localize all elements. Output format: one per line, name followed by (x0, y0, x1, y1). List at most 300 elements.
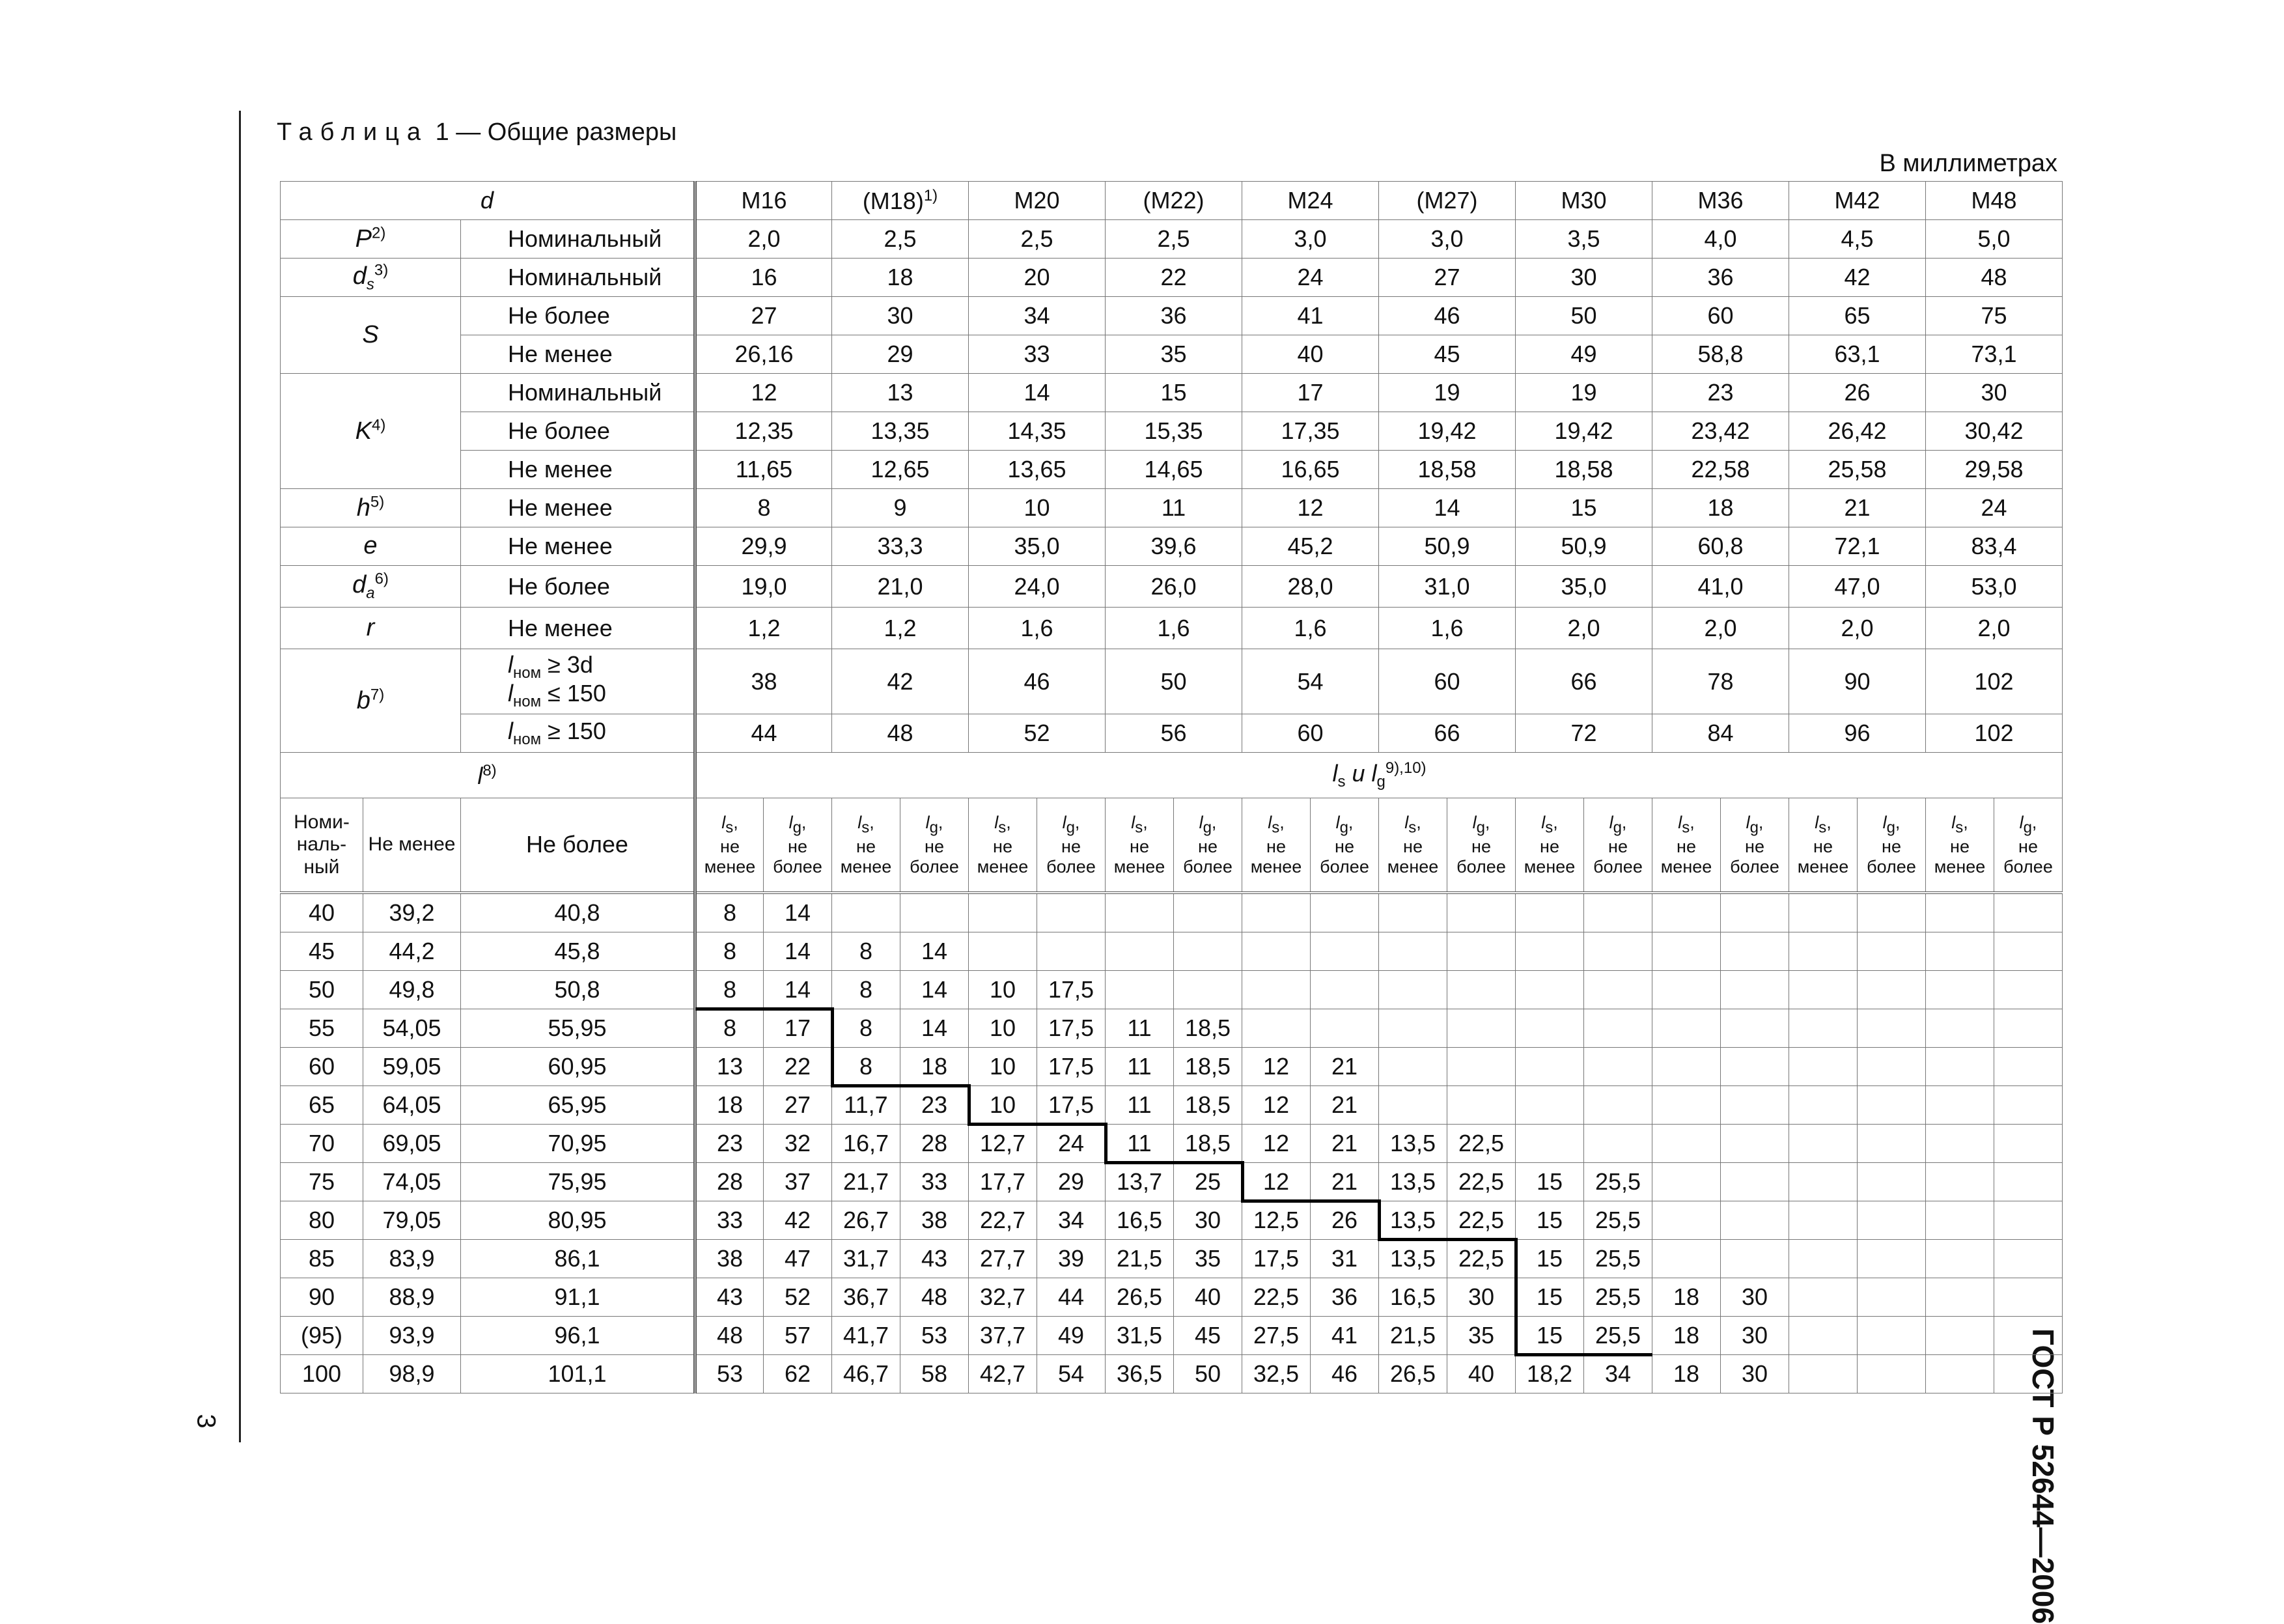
lg-value: 22,5 (1447, 1162, 1516, 1201)
lg-value (1858, 1239, 1926, 1278)
ls-value (1789, 1047, 1858, 1085)
ls-value: 38 (695, 1239, 764, 1278)
lg-value (1584, 970, 1652, 1009)
parameter-value: 75 (1926, 297, 2063, 335)
lg-value: 14 (764, 970, 832, 1009)
parameter-value: 21,0 (832, 566, 969, 608)
lg-value: 22 (764, 1047, 832, 1085)
parameter-value: 3,0 (1379, 220, 1516, 259)
ls-value: 43 (695, 1278, 764, 1316)
lg-value: 18,5 (1174, 1085, 1242, 1124)
parameter-qualifier: Не менее (461, 608, 695, 649)
length-row (281, 1239, 2063, 1278)
b-value: 46 (969, 649, 1106, 714)
lg-value (1994, 1124, 2063, 1162)
parameter-value: 30,42 (1926, 412, 2063, 451)
parameter-value: 60 (1652, 297, 1789, 335)
lg-subheader: $l_g$, не более (1311, 798, 1379, 893)
parameter-row (281, 451, 2063, 489)
stair-horizontal (832, 1084, 969, 1087)
lg-value: 34 (1584, 1354, 1652, 1393)
length-min: 64,05 (363, 1085, 461, 1124)
length-nominal: 80 (281, 1201, 363, 1239)
parameter-value: 42 (1789, 259, 1926, 297)
length-min: 74,05 (363, 1162, 461, 1201)
ls-value: 8 (832, 1047, 900, 1085)
length-max: 50,8 (461, 970, 695, 1009)
left-margin-rule (239, 111, 241, 1442)
b-value: 96 (1789, 714, 1926, 753)
parameter-symbol-cell (281, 297, 461, 374)
stair-vertical (1378, 1199, 1381, 1241)
parameter-value: 16,65 (1242, 451, 1379, 489)
lg-value: 57 (764, 1316, 832, 1354)
parameter-value: 13 (832, 374, 969, 412)
ls-value (1516, 1047, 1584, 1085)
ls-value: 27,5 (1242, 1316, 1311, 1354)
length-max: 55,95 (461, 1009, 695, 1047)
ls-value (1926, 1047, 1994, 1085)
ls-value: 8 (832, 970, 900, 1009)
ls-value: 12 (1242, 1085, 1311, 1124)
ls-value: 13,5 (1379, 1239, 1447, 1278)
length-nominal: 65 (281, 1085, 363, 1124)
ls-value (1926, 1239, 1994, 1278)
lg-value: 35 (1174, 1239, 1242, 1278)
parameter-value: 22 (1106, 259, 1242, 297)
lg-value: 53 (900, 1316, 969, 1354)
lg-value (1311, 932, 1379, 970)
lg-value: 45 (1174, 1316, 1242, 1354)
ls-value: 21,5 (1106, 1239, 1174, 1278)
length-row (281, 1047, 2063, 1085)
parameter-value: 73,1 (1926, 335, 2063, 374)
length-max: 70,95 (461, 1124, 695, 1162)
ls-value: 13,7 (1106, 1162, 1174, 1201)
size-header: (M22) (1106, 182, 1242, 220)
ls-value: 12,7 (969, 1124, 1037, 1162)
length-row (281, 932, 2063, 970)
parameter-value: 14 (1379, 489, 1516, 527)
ls-value (1789, 1124, 1858, 1162)
parameter-symbol-cell (281, 259, 461, 297)
parameter-qualifier: Номинальный (461, 220, 695, 259)
parameter-value: 50,9 (1516, 527, 1652, 566)
lg-value (1994, 1009, 2063, 1047)
b-row (281, 714, 2063, 753)
parameter-symbol: $d_s^{3)}$ (352, 261, 389, 294)
parameter-qualifier: Не менее (461, 527, 695, 566)
caption-text: 1 — Общие размеры (435, 119, 677, 146)
parameter-row (281, 412, 2063, 451)
ls-value (1926, 1162, 1994, 1201)
lg-value: 14 (900, 932, 969, 970)
ls-value (1379, 932, 1447, 970)
lg-value: 41 (1311, 1316, 1379, 1354)
ls-value (1926, 1354, 1994, 1393)
ls-subheader: $l_s$, не менее (1516, 798, 1584, 893)
b-value: 38 (695, 649, 832, 714)
parameter-symbol: $K^{4)}$ (355, 416, 386, 445)
ls-value: 18 (1652, 1316, 1721, 1354)
parameter-value: 23 (1652, 374, 1789, 412)
length-max: 80,95 (461, 1201, 695, 1239)
ls-value (832, 893, 900, 932)
parameter-value: 48 (1926, 259, 2063, 297)
lg-value (1994, 1278, 2063, 1316)
length-max: 40,8 (461, 893, 695, 932)
lg-value (1447, 893, 1516, 932)
parameter-symbol: $d_a^{6)}$ (352, 570, 389, 603)
parameter-value: 35 (1106, 335, 1242, 374)
parameter-value: 12 (1242, 489, 1379, 527)
length-max: 86,1 (461, 1239, 695, 1278)
ls-value: 36,5 (1106, 1354, 1174, 1393)
parameter-value: 2,5 (1106, 220, 1242, 259)
length-max: 75,95 (461, 1162, 695, 1201)
parameter-value: 21 (1789, 489, 1926, 527)
parameter-qualifier: Не менее (461, 489, 695, 527)
ls-value: 11 (1106, 1047, 1174, 1085)
lg-value (1721, 932, 1789, 970)
min-header: Не менее (363, 798, 461, 893)
ls-value: 41,7 (832, 1316, 900, 1354)
lg-value (1721, 1009, 1789, 1047)
parameter-value: 29,9 (695, 527, 832, 566)
ls-value (1242, 893, 1311, 932)
lg-value: 34 (1037, 1201, 1106, 1239)
ls-value: 31,7 (832, 1239, 900, 1278)
lg-value: 21 (1311, 1085, 1379, 1124)
parameter-qualifier: Не более (461, 412, 695, 451)
ls-value: 32,7 (969, 1278, 1037, 1316)
parameter-value: 60,8 (1652, 527, 1789, 566)
parameter-value: 1,2 (695, 608, 832, 649)
stair-horizontal (1516, 1353, 1652, 1356)
parameter-value: 17 (1242, 374, 1379, 412)
parameter-symbol: $P^{2)}$ (355, 224, 386, 253)
lg-value: 30 (1721, 1316, 1789, 1354)
parameter-value: 1,6 (1106, 608, 1242, 649)
lg-value: 18,5 (1174, 1009, 1242, 1047)
lg-value (1994, 1201, 2063, 1239)
lg-value (1994, 1239, 2063, 1278)
lg-value: 36 (1311, 1278, 1379, 1316)
length-max: 65,95 (461, 1085, 695, 1124)
ls-value (1242, 932, 1311, 970)
parameter-symbol: $b^{7)}$ (356, 686, 385, 715)
lg-value: 14 (764, 932, 832, 970)
ls-value: 32,5 (1242, 1354, 1311, 1393)
length-min: 49,8 (363, 970, 461, 1009)
lg-value (1037, 932, 1106, 970)
ls-value: 10 (969, 1085, 1037, 1124)
lg-value: 40 (1447, 1354, 1516, 1393)
length-max: 91,1 (461, 1278, 695, 1316)
ls-value (1926, 1316, 1994, 1354)
length-row (281, 1201, 2063, 1239)
lg-value (1858, 1085, 1926, 1124)
ls-value (969, 893, 1037, 932)
parameter-row (281, 527, 2063, 566)
ls-value (1516, 1124, 1584, 1162)
lg-value (1858, 1009, 1926, 1047)
parameter-value: 2,0 (1926, 608, 2063, 649)
length-subheader-row (281, 798, 2063, 893)
size-header: M20 (969, 182, 1106, 220)
l-header: $l^{8)}$ (281, 753, 695, 798)
parameter-value: 19,42 (1516, 412, 1652, 451)
length-max: 45,8 (461, 932, 695, 970)
ls-value (1379, 893, 1447, 932)
parameter-value: 24 (1242, 259, 1379, 297)
ls-value (1789, 1316, 1858, 1354)
lg-value: 54 (1037, 1354, 1106, 1393)
lg-value: 17,5 (1037, 1085, 1106, 1124)
b-value: 102 (1926, 649, 2063, 714)
ls-value (1516, 970, 1584, 1009)
parameter-value: 45,2 (1242, 527, 1379, 566)
lg-subheader: $l_g$, не более (1584, 798, 1652, 893)
page-number: 3 (191, 1414, 221, 1429)
lg-value: 38 (900, 1201, 969, 1239)
ls-value: 16,7 (832, 1124, 900, 1162)
lg-value (1447, 932, 1516, 970)
lg-value: 43 (900, 1239, 969, 1278)
ls-value (1789, 893, 1858, 932)
lg-value (1858, 1201, 1926, 1239)
parameter-value: 18,58 (1516, 451, 1652, 489)
parameter-qualifier: Не менее (461, 451, 695, 489)
parameter-row (281, 374, 2063, 412)
ls-value (1106, 970, 1174, 1009)
stair-horizontal (1379, 1238, 1516, 1241)
lg-value: 18,5 (1174, 1047, 1242, 1085)
parameter-value: 45 (1379, 335, 1516, 374)
lg-value: 18 (900, 1047, 969, 1085)
parameter-value: 50 (1516, 297, 1652, 335)
ls-value: 23 (695, 1124, 764, 1162)
parameter-value: 18 (832, 259, 969, 297)
lg-value: 23 (900, 1085, 969, 1124)
b-value: 44 (695, 714, 832, 753)
parameter-value: 34 (969, 297, 1106, 335)
d-header: d (281, 182, 695, 220)
ls-value (1789, 1278, 1858, 1316)
parameter-value: 31,0 (1379, 566, 1516, 608)
lg-value: 30 (1447, 1278, 1516, 1316)
stair-horizontal (969, 1123, 1106, 1126)
parameter-value: 2,0 (1789, 608, 1926, 649)
lg-value: 21 (1311, 1047, 1379, 1085)
parameter-row (281, 608, 2063, 649)
parameter-value: 53,0 (1926, 566, 2063, 608)
lg-subheader: $l_g$, не более (1037, 798, 1106, 893)
parameter-value: 12 (695, 374, 832, 412)
ls-subheader: $l_s$, не менее (1106, 798, 1174, 893)
lg-value: 33 (900, 1162, 969, 1201)
parameter-value: 15,35 (1106, 412, 1242, 451)
size-header: M42 (1789, 182, 1926, 220)
ls-value: 53 (695, 1354, 764, 1393)
parameter-value: 4,5 (1789, 220, 1926, 259)
ls-value (1652, 1047, 1721, 1085)
stair-horizontal (1106, 1161, 1242, 1164)
parameter-value: 14,35 (969, 412, 1106, 451)
lg-value: 25,5 (1584, 1162, 1652, 1201)
lg-value (1584, 1085, 1652, 1124)
lg-value: 30 (1174, 1201, 1242, 1239)
ls-lg-header: $l_s$ и $l_g^{9),10)}$ (695, 753, 2063, 798)
size-header: M24 (1242, 182, 1379, 220)
ls-value: 46,7 (832, 1354, 900, 1393)
parameter-value: 26 (1789, 374, 1926, 412)
ls-value: 17,7 (969, 1162, 1037, 1201)
lg-value (1584, 932, 1652, 970)
lg-value (1584, 1124, 1652, 1162)
ls-value: 10 (969, 1009, 1037, 1047)
parameter-value: 63,1 (1789, 335, 1926, 374)
parameter-value: 26,16 (695, 335, 832, 374)
parameter-value: 50,9 (1379, 527, 1516, 566)
stair-horizontal (695, 1007, 832, 1011)
parameter-row (281, 297, 2063, 335)
parameter-value: 2,0 (1652, 608, 1789, 649)
length-nominal: 45 (281, 932, 363, 970)
ls-value: 42,7 (969, 1354, 1037, 1393)
b-value: 90 (1789, 649, 1926, 714)
parameter-row (281, 566, 2063, 608)
lg-value: 18,5 (1174, 1124, 1242, 1162)
parameter-value: 30 (1926, 374, 2063, 412)
lg-value: 40 (1174, 1278, 1242, 1316)
parameter-value: 27 (1379, 259, 1516, 297)
length-max: 60,95 (461, 1047, 695, 1085)
length-nominal: 70 (281, 1124, 363, 1162)
parameter-value: 11,65 (695, 451, 832, 489)
length-nominal: 40 (281, 893, 363, 932)
b-value: 72 (1516, 714, 1652, 753)
lg-value (1721, 1201, 1789, 1239)
lg-value: 24 (1037, 1124, 1106, 1162)
lg-value (1037, 893, 1106, 932)
parameter-value: 33 (969, 335, 1106, 374)
parameter-value: 83,4 (1926, 527, 2063, 566)
lg-value (1858, 893, 1926, 932)
parameter-value: 36 (1106, 297, 1242, 335)
ls-value: 36,7 (832, 1278, 900, 1316)
ls-value: 13,5 (1379, 1124, 1447, 1162)
ls-value (1789, 1162, 1858, 1201)
b-value: 66 (1516, 649, 1652, 714)
lg-subheader: $l_g$, не более (1858, 798, 1926, 893)
stair-vertical (831, 1007, 834, 1087)
lg-value: 49 (1037, 1316, 1106, 1354)
ls-value: 10 (969, 1047, 1037, 1085)
lg-value (1311, 970, 1379, 1009)
length-row (281, 1124, 2063, 1162)
length-max: 96,1 (461, 1316, 695, 1354)
ls-value: 21,7 (832, 1162, 900, 1201)
parameter-value: 49 (1516, 335, 1652, 374)
lg-value (1311, 893, 1379, 932)
ls-value: 8 (832, 932, 900, 970)
parameter-value: 1,6 (1379, 608, 1516, 649)
parameter-value: 15 (1516, 489, 1652, 527)
parameter-value: 40 (1242, 335, 1379, 374)
ls-value: 11 (1106, 1009, 1174, 1047)
size-header: M48 (1926, 182, 2063, 220)
ls-value: 13,5 (1379, 1201, 1447, 1239)
parameter-value: 14 (969, 374, 1106, 412)
ls-value: 16,5 (1106, 1201, 1174, 1239)
ls-value (1789, 1201, 1858, 1239)
parameter-value: 41,0 (1652, 566, 1789, 608)
parameter-value: 15 (1106, 374, 1242, 412)
lg-value (1858, 1354, 1926, 1393)
lg-value: 25,5 (1584, 1239, 1652, 1278)
lg-subheader: $l_g$, не более (764, 798, 832, 893)
ls-value (1926, 1085, 1994, 1124)
size-header: M30 (1516, 182, 1652, 220)
ls-value: 26,5 (1379, 1354, 1447, 1393)
size-header: $(M18)^{1)}$ (832, 182, 969, 220)
lg-value: 25,5 (1584, 1278, 1652, 1316)
ls-value: 11,7 (832, 1085, 900, 1124)
parameter-symbol-cell (281, 566, 461, 608)
b-value: 102 (1926, 714, 2063, 753)
lg-value: 27 (764, 1085, 832, 1124)
b-value: 56 (1106, 714, 1242, 753)
ls-value (1516, 1009, 1584, 1047)
length-nominal: 50 (281, 970, 363, 1009)
parameter-value: 20 (969, 259, 1106, 297)
ls-value (1789, 1354, 1858, 1393)
b-value: 78 (1652, 649, 1789, 714)
parameter-value: 4,0 (1652, 220, 1789, 259)
ls-value (1516, 1085, 1584, 1124)
ls-value (1926, 1124, 1994, 1162)
parameter-value: 26,0 (1106, 566, 1242, 608)
ls-subheader: $l_s$, не менее (1789, 798, 1858, 893)
parameter-symbol-cell (281, 220, 461, 259)
lg-value: 50 (1174, 1354, 1242, 1393)
dimensions-table (280, 181, 2063, 1393)
lg-value (1584, 1009, 1652, 1047)
length-nominal: 100 (281, 1354, 363, 1393)
b-value: 48 (832, 714, 969, 753)
ls-value: 22,5 (1242, 1278, 1311, 1316)
lg-value: 14 (764, 893, 832, 932)
ls-subheader: $l_s$, не менее (1926, 798, 1994, 893)
parameter-value: 11 (1106, 489, 1242, 527)
ls-value: 15 (1516, 1316, 1584, 1354)
parameter-row (281, 259, 2063, 297)
parameter-symbol: S (362, 320, 379, 348)
lg-value: 32 (764, 1124, 832, 1162)
lg-value (1994, 1085, 2063, 1124)
lg-value (1994, 1316, 2063, 1354)
parameter-value: 19 (1379, 374, 1516, 412)
lg-value: 17,5 (1037, 970, 1106, 1009)
lg-value: 28 (900, 1124, 969, 1162)
lg-subheader: $l_g$, не более (1174, 798, 1242, 893)
parameter-symbol-cell (281, 374, 461, 489)
lg-value: 22,5 (1447, 1201, 1516, 1239)
ls-value (1926, 1009, 1994, 1047)
lg-value (900, 893, 969, 932)
b-row (281, 649, 2063, 714)
